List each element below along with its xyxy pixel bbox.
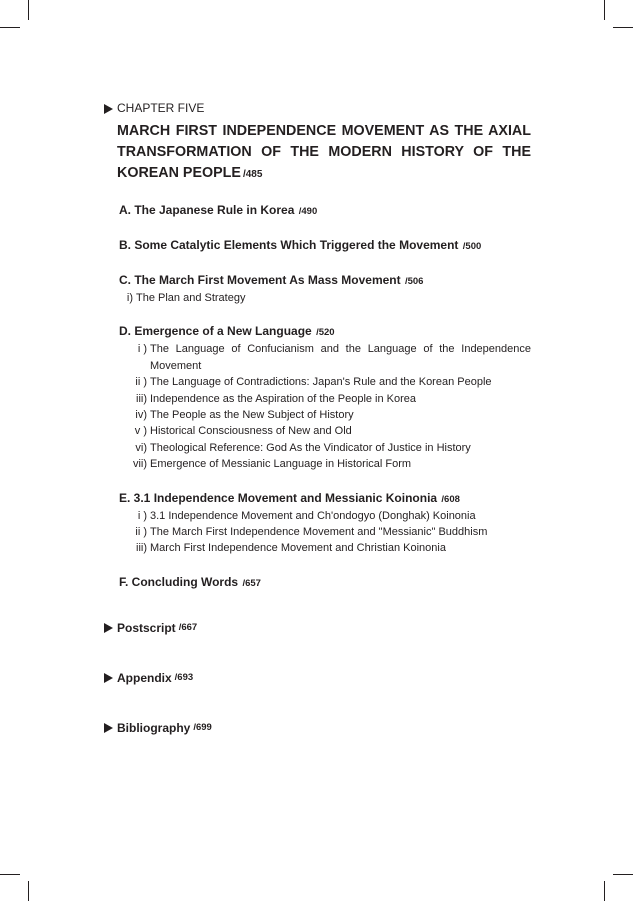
toc-section xyxy=(119,237,531,255)
item-text: The Language of Contradictions: Japan's Rule and the Korean People xyxy=(150,376,492,389)
crop-mark xyxy=(28,0,29,20)
item-number: v ) xyxy=(134,425,147,438)
subitem-list xyxy=(119,341,531,472)
item-text: Independence as the Aspiration of the People in Korea xyxy=(150,392,417,405)
section-title xyxy=(119,490,531,508)
list-item xyxy=(119,440,531,456)
item-number: vii) xyxy=(132,458,147,471)
list-item xyxy=(119,341,531,374)
section-title-text: B. Some Catalytic Elements Which Triggered the Movement xyxy=(119,238,459,252)
section-title xyxy=(119,237,531,255)
crop-mark xyxy=(0,27,20,28)
item-number: ii ) xyxy=(135,526,147,539)
section-list xyxy=(119,202,531,592)
toc-section xyxy=(119,574,531,592)
section-title-text: A. The Japanese Rule in Korea xyxy=(119,203,295,217)
item-text: Theological Reference: God As the Vindicator of Justice in History xyxy=(150,441,471,454)
crop-mark xyxy=(613,874,633,875)
item-text: March First Independence Movement and Christian Koinonia xyxy=(150,542,446,555)
section-page: /520 xyxy=(316,327,335,339)
section-page: /657 xyxy=(242,577,261,589)
list-item xyxy=(119,290,531,306)
chapter-title xyxy=(117,121,531,185)
triangle-bullet-icon xyxy=(104,673,113,683)
triangle-bullet-icon xyxy=(104,723,113,733)
chapter-page: /485 xyxy=(242,169,263,180)
item-number: i) xyxy=(126,292,133,304)
toc-section xyxy=(119,323,531,472)
table-of-contents xyxy=(104,101,531,770)
item-text: Emergence of Messianic Language in Historical Form xyxy=(150,458,412,471)
back-matter-item xyxy=(104,620,531,636)
crop-mark xyxy=(0,874,20,875)
list-item xyxy=(119,374,531,390)
list-item xyxy=(119,540,531,556)
list-item xyxy=(119,391,531,407)
back-matter-title: Appendix xyxy=(117,670,172,685)
back-matter-title: Postscript xyxy=(117,620,176,635)
crop-mark xyxy=(613,27,633,28)
item-text: Historical Consciousness of New and Old xyxy=(150,425,352,438)
list-item xyxy=(119,508,531,524)
item-number: i ) xyxy=(137,509,147,522)
list-item xyxy=(119,407,531,423)
section-title xyxy=(119,574,531,592)
toc-section xyxy=(119,272,531,306)
section-page: /506 xyxy=(404,276,424,287)
section-title xyxy=(119,323,531,341)
triangle-bullet-icon xyxy=(104,104,113,114)
item-number: vi) xyxy=(135,441,147,454)
list-item xyxy=(119,524,531,540)
section-page: /500 xyxy=(462,241,482,252)
chapter-heading xyxy=(104,101,531,116)
item-text: The March First Independence Movement and "Messianic" Buddhism xyxy=(150,526,488,539)
toc-section xyxy=(119,202,531,220)
section-title-text: F. Concluding Words xyxy=(119,574,239,589)
back-matter-page: /693 xyxy=(174,671,194,683)
back-matter-item xyxy=(104,720,531,736)
section-page: /608 xyxy=(441,493,460,505)
back-matter-item xyxy=(104,670,531,686)
back-matter-list xyxy=(104,620,531,736)
item-number: iii) xyxy=(136,542,147,555)
section-title-text: C. The March First Movement As Mass Movement xyxy=(119,273,401,287)
section-title xyxy=(119,202,531,220)
section-title-text: E. 3.1 Independence Movement and Messianic Koinonia xyxy=(119,490,438,505)
section-title-text: D. Emergence of a New Language xyxy=(119,324,312,339)
triangle-bullet-icon xyxy=(104,623,113,633)
subitem-list xyxy=(119,508,531,557)
item-text: The People as the New Subject of History xyxy=(150,409,354,422)
item-text: 3.1 Independence Movement and Ch'ondogyo (Donghak) Koinonia xyxy=(150,509,476,522)
toc-section xyxy=(119,490,531,557)
crop-mark xyxy=(604,0,605,20)
chapter-label: CHAPTER FIVE xyxy=(117,101,205,115)
chapter-title-text: MARCH FIRST INDEPENDENCE MOVEMENT AS THE AXIAL TRANSFORMATION OF THE MODERN HISTORY OF THE KOREAN PEOPLE xyxy=(117,123,531,181)
item-text: The Language of Confucianism and the Language of the Independence Movement xyxy=(150,343,531,372)
list-item xyxy=(119,456,531,472)
section-page: /490 xyxy=(298,206,318,217)
item-number: iv) xyxy=(135,409,147,422)
item-number: iii) xyxy=(136,392,147,405)
back-matter-title: Bibliography xyxy=(117,720,191,735)
item-text: The Plan and Strategy xyxy=(136,292,246,304)
crop-mark xyxy=(604,881,605,901)
back-matter-page: /667 xyxy=(178,621,198,633)
subitem-list xyxy=(119,290,531,306)
crop-mark xyxy=(28,881,29,901)
section-title xyxy=(119,272,531,290)
item-number: i ) xyxy=(137,343,147,356)
item-number: ii ) xyxy=(135,376,147,389)
list-item xyxy=(119,423,531,439)
back-matter-page: /699 xyxy=(193,721,212,733)
